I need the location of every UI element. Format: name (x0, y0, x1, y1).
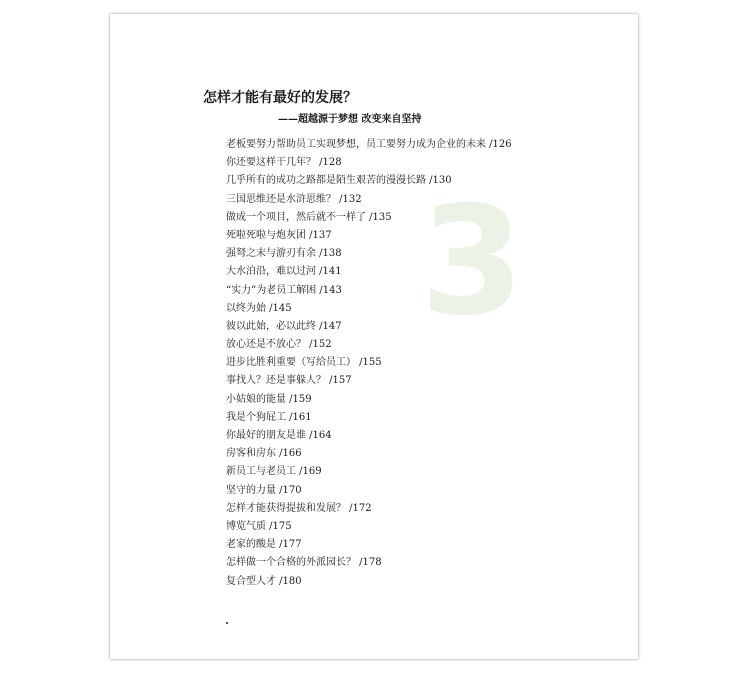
page-mark (226, 622, 228, 624)
toc-entry: 你最好的朋友是谁 /164 (226, 430, 332, 441)
toc-entry: 坚守的力量 /170 (226, 484, 302, 496)
toc-entry: 三国思维还是水浒思维？ /132 (226, 193, 362, 205)
toc-entry: 怎样才能获得提拔和发展？ /172 (226, 502, 372, 514)
toc-entry: 老板要努力帮助员工实现梦想，员工要努力成为企业的未来 /126 (226, 139, 512, 150)
chapter-title: 怎样才能有最好的发展？ (203, 90, 357, 106)
chapter-subtitle: ——超越源于梦想 改变来自坚持 (278, 114, 422, 125)
toc-entry: 新员工与老员工 /169 (226, 466, 322, 478)
toc-entry: 博览气质 /175 (226, 520, 292, 532)
toc-entry: 我是个狗屁工 /161 (226, 411, 312, 423)
toc-entry: 放心还是不放心？ /152 (226, 339, 332, 351)
toc-entry: 怎样做一个合格的外派园长？ /178 (226, 557, 382, 569)
toc-entry: 彼以此始，必以此终 /147 (226, 320, 342, 332)
toc-entry: 复合型人才 /180 (226, 575, 302, 587)
toc-entry: 房客和房东 /166 (226, 448, 302, 460)
toc-entry: 以终为始 /145 (226, 302, 292, 314)
toc-entry: “实力”为老员工解困 /143 (226, 284, 342, 296)
toc-entry: 大水泊沿，难以过河 /141 (226, 266, 342, 278)
toc-entry: 进步比胜利重要（写给员工） /155 (226, 357, 382, 369)
chapter-number-watermark: 3 (420, 175, 525, 349)
toc-entry: 死啦死啦与炮灰团 /137 (226, 229, 332, 241)
toc-entry: 小姑娘的能量 /159 (226, 393, 312, 405)
table-of-contents (226, 136, 512, 591)
toc-entry: 做成一个项目，然后就不一样了 /135 (226, 211, 392, 223)
toc-entry: 几乎所有的成功之路都是陌生艰苦的漫漫长路 /130 (226, 175, 452, 187)
toc-entry: 强弩之末与游刃有余 /138 (226, 248, 342, 260)
toc-entry: 你还要这样干几年？ /128 (226, 157, 342, 169)
toc-entry: 老家的酸是 /177 (226, 539, 302, 551)
toc-entry: 事找人？还是事躲人？ /157 (226, 375, 352, 387)
book-page (110, 14, 638, 659)
